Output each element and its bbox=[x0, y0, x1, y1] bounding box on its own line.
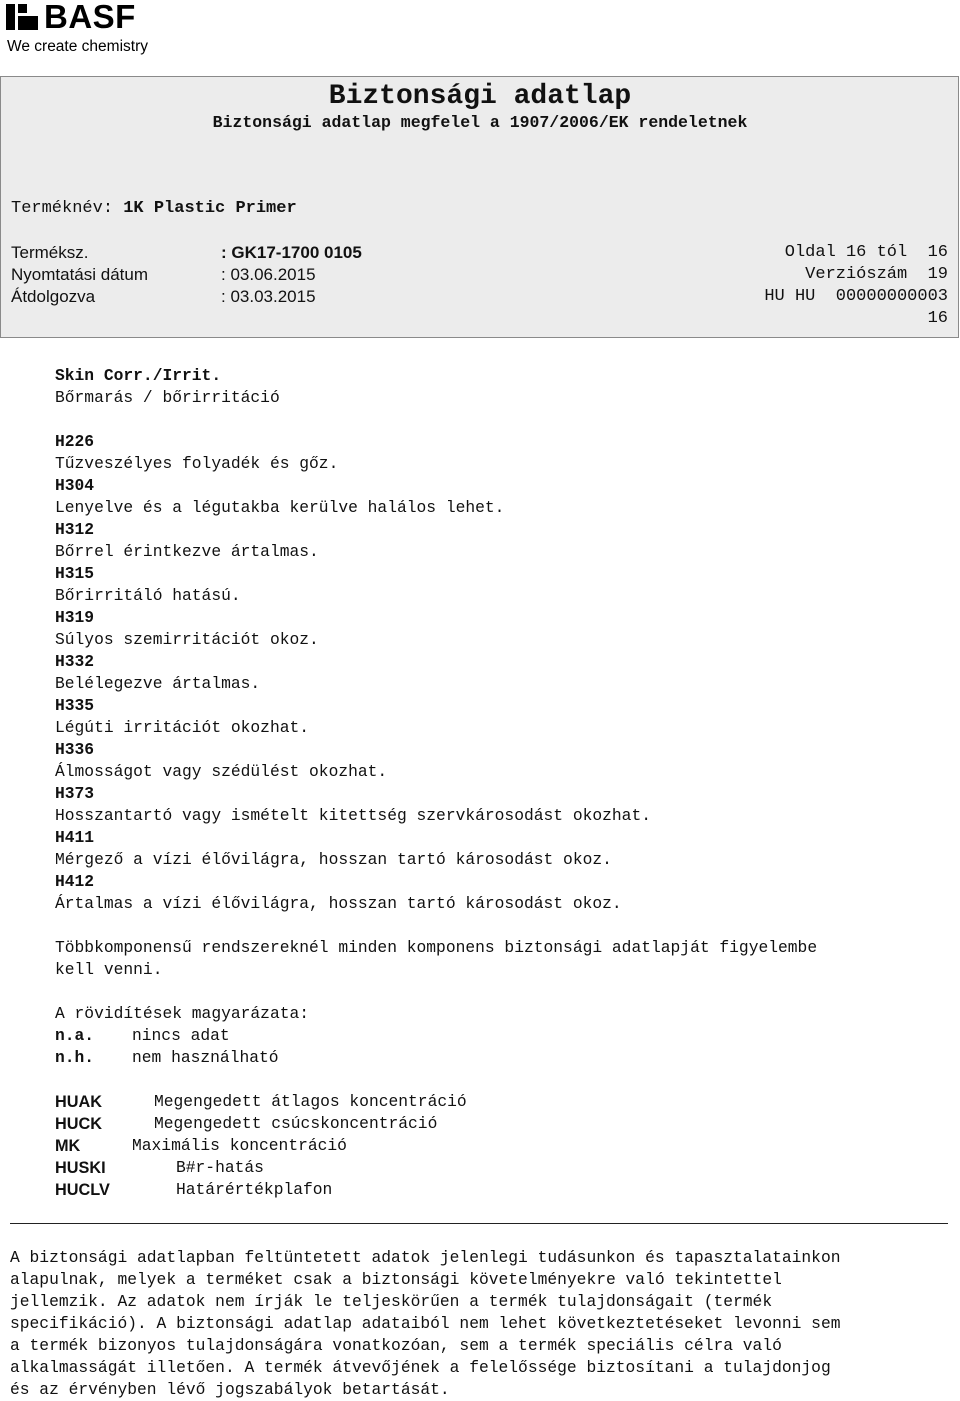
print-date-value: : 03.06.2015 bbox=[221, 265, 316, 284]
abbreviation-code: HUCLV bbox=[55, 1181, 110, 1199]
abbreviation-code: MK bbox=[55, 1137, 81, 1155]
hazard-text: Bőrrel érintkezve ártalmas. bbox=[55, 542, 319, 561]
disclaimer-line: A biztonsági adatlapban feltüntetett adatok jelenlegi tudásunkon és tapasztalatainkon bbox=[10, 1248, 841, 1267]
hazard-code: H304 bbox=[55, 476, 95, 495]
product-name-label: Terméknév: bbox=[11, 199, 114, 218]
hazard-code: H336 bbox=[55, 740, 95, 759]
abbreviation-text: Megengedett csúcskoncentráció bbox=[154, 1114, 438, 1133]
hazard-text: Álmosságot vagy szédülést okozhat. bbox=[55, 762, 388, 781]
abbreviation-text: Megengedett átlagos koncentráció bbox=[154, 1092, 467, 1111]
product-number-row bbox=[11, 243, 362, 264]
hazard-text: Ártalmas a vízi élővilágra, hosszan tartó károsodást okoz. bbox=[55, 894, 622, 913]
revised-value: : 03.03.2015 bbox=[221, 287, 316, 306]
hazard-text: Bőrirritáló hatású. bbox=[55, 586, 241, 605]
abbreviation-text: nem használható bbox=[132, 1048, 279, 1067]
abbreviation-code: HUCK bbox=[55, 1115, 103, 1133]
hazard-code: H373 bbox=[55, 784, 95, 803]
abbreviation-limits-list bbox=[55, 1091, 817, 1201]
document-header bbox=[0, 76, 959, 338]
hazard-text: Lenyelve és a légutakba kerülve halálos lehet. bbox=[55, 498, 505, 517]
version-number: Verziószám 19 bbox=[805, 265, 948, 284]
product-number-label: Terméksz. bbox=[11, 243, 89, 262]
abbreviation-code: HUAK bbox=[55, 1093, 103, 1111]
multi-component-note-line1: Többkomponensű rendszereknél minden komponens biztonsági adatlapját figyelembe bbox=[55, 938, 818, 957]
abbreviation-row bbox=[55, 1135, 817, 1157]
abbreviation-row bbox=[55, 1047, 817, 1069]
hazard-text: Belélegezve ártalmas. bbox=[55, 674, 261, 693]
hazard-code: H335 bbox=[55, 696, 95, 715]
abbreviation-code: n.a. bbox=[55, 1026, 95, 1045]
hazard-text: Mérgező a vízi élővilágra, hosszan tartó károsodást okoz. bbox=[55, 850, 612, 869]
hazard-code: H411 bbox=[55, 828, 95, 847]
abbreviation-row bbox=[55, 1179, 817, 1201]
abbreviation-text: Határértékplafon bbox=[176, 1180, 333, 1199]
abbreviation-row bbox=[55, 1025, 817, 1047]
abbreviation-row bbox=[55, 1113, 817, 1135]
hazard-code: H332 bbox=[55, 652, 95, 671]
hazard-statement-list bbox=[55, 431, 817, 915]
page-subtitle: Biztonsági adatlap megfelel a 1907/2006/EK rendeletnek bbox=[212, 113, 748, 132]
hazard-code: H312 bbox=[55, 520, 95, 539]
hazard-code: H226 bbox=[55, 432, 95, 451]
abbreviation-row bbox=[55, 1157, 817, 1179]
page-info: Oldal 16 tól 16 bbox=[784, 243, 948, 262]
logo-tagline: We create chemistry bbox=[7, 38, 148, 55]
disclaimer bbox=[10, 1247, 955, 1401]
divider-line bbox=[10, 1223, 948, 1224]
page-title: Biztonsági adatlap bbox=[328, 81, 632, 112]
print-date-label: Nyomtatási dátum bbox=[11, 265, 148, 284]
abbreviation-text: B#r-hatás bbox=[176, 1158, 264, 1177]
multi-component-note-line2: kell venni. bbox=[55, 960, 163, 979]
print-date-row bbox=[11, 265, 316, 286]
hazard-code: H319 bbox=[55, 608, 95, 627]
hazard-text: Légúti irritációt okozhat. bbox=[55, 718, 310, 737]
disclaimer-line: specifikáció). A biztonsági adatlap adataiból nem lehet következtetéseket levonni sem bbox=[10, 1314, 841, 1333]
disclaimer-line: alapulnak, melyek a terméket csak a biztonsági követelményekre való tekintettel bbox=[10, 1270, 782, 1289]
document-code-suffix: 16 bbox=[927, 309, 948, 328]
revised-row bbox=[11, 287, 316, 308]
disclaimer-line: a termék bizonyos tulajdonságára vonatkozóan, sem a termék speciális célra való bbox=[10, 1336, 782, 1355]
product-name-row bbox=[11, 199, 297, 218]
disclaimer-line: jellemzik. Az adatok nem írják le teljeskörűen a termék tulajdonságait (termék bbox=[10, 1292, 773, 1311]
disclaimer-line: alkalmasságát illetően. A termék átvevőjének a felelőssége biztosítani a tulajdonjog bbox=[10, 1358, 831, 1377]
hazard-text: Súlyos szemirritációt okoz. bbox=[55, 630, 319, 649]
document-body bbox=[55, 365, 817, 1201]
hazard-code: H412 bbox=[55, 872, 95, 891]
document-code: HU HU 00000000003 bbox=[764, 287, 948, 306]
abbreviation-short-list bbox=[55, 1025, 817, 1069]
logo-brand: BASF bbox=[44, 0, 136, 35]
revised-label: Átdolgozva bbox=[11, 287, 96, 306]
disclaimer-line: és az érvényben lévő jogszabályok betartását. bbox=[10, 1380, 450, 1399]
abbreviation-code: HUSKI bbox=[55, 1159, 106, 1177]
abbreviation-code: n.h. bbox=[55, 1048, 95, 1067]
hazard-code: H315 bbox=[55, 564, 95, 583]
product-number-value: : GK17-1700 0105 bbox=[221, 243, 362, 262]
skin-section-description: Bőrmarás / bőrirritáció bbox=[55, 388, 280, 407]
abbreviations-title: A rövidítések magyarázata: bbox=[55, 1004, 310, 1023]
abbreviation-text: nincs adat bbox=[132, 1026, 230, 1045]
abbreviation-text: Maximális koncentráció bbox=[132, 1136, 347, 1155]
product-name-value: 1K Plastic Primer bbox=[123, 199, 297, 218]
basf-logo-mark-icon bbox=[6, 4, 38, 30]
hazard-text: Hosszantartó vagy ismételt kitettség szervkárosodást okozhat. bbox=[55, 806, 651, 825]
abbreviation-row bbox=[55, 1091, 817, 1113]
skin-section-title: Skin Corr./Irrit. bbox=[55, 366, 222, 385]
basf-logo bbox=[6, 2, 176, 62]
hazard-text: Tűzveszélyes folyadék és gőz. bbox=[55, 454, 339, 473]
